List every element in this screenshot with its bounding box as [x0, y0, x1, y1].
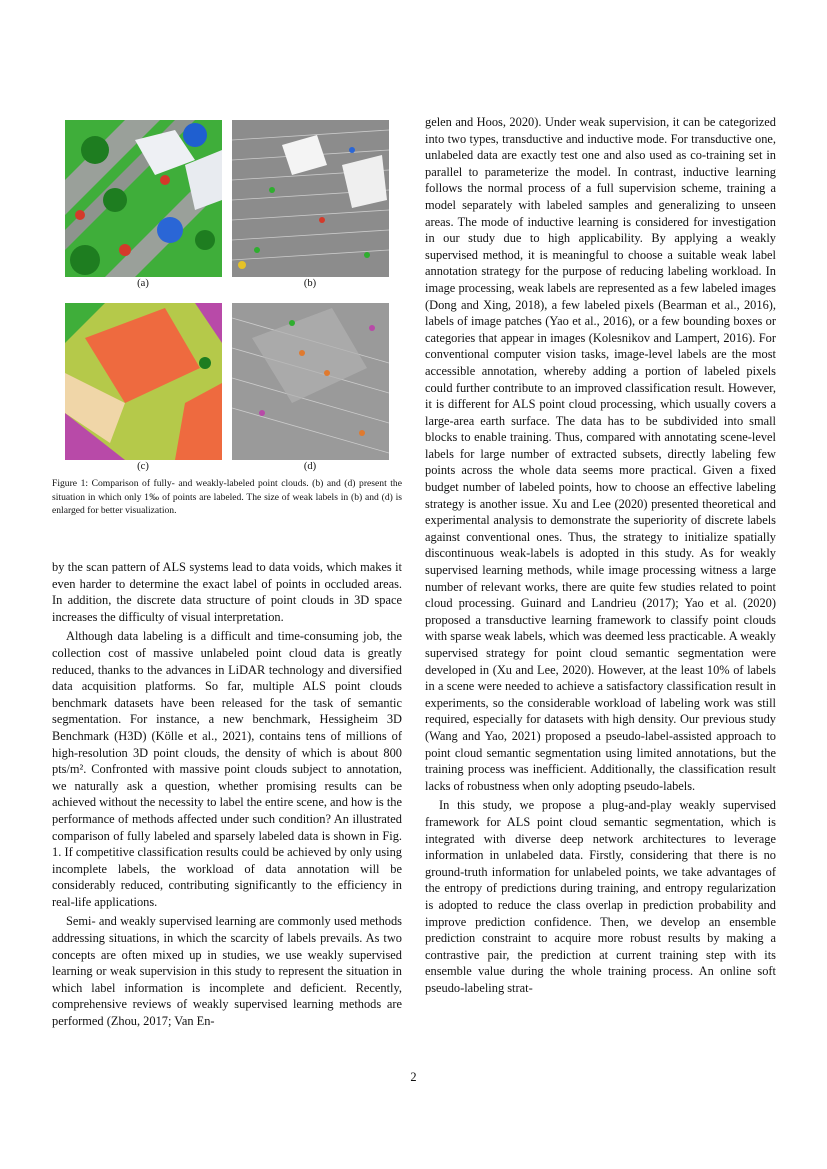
figure-panel-d [232, 303, 389, 460]
paragraph: Although data labeling is a difficult and time-consuming job, the collection cost of massive unlabeled point cloud data is greatly reduced, thanks to the advances in LiDAR technology and diversified data acquisition platforms. So far, multiple ALS point clouds benchmark datasets have been released for the task of semantic segmentation. For instance, a new benchmark, Hessigheim 3D Benchmark (H3D) (Kölle et al., 2021), contains tens of millions of high-resolution 3D point clouds, the density of which is about 800 pts/m². Confronted with massive point clouds subject to annotation, we naturally ask a question, whether promising results can be achieved without the necessity to label the entire scene, and how is the performance of methods affected under such condition? An illustrated comparison of fully labeled and sparsely labeled data is shown in Fig. 1. If competitive classification results could be achieved by only using incomplete labels, the workload of data annotation will be considerably reduced, contributing significantly to the efficiency in real-life applications. [52, 629, 402, 909]
panel-a-image [65, 120, 222, 277]
panel-label-d: (d) [303, 461, 317, 472]
page-number: 2 [410, 1070, 417, 1084]
figure-panel-a [65, 120, 222, 277]
right-column [425, 114, 776, 996]
left-column [52, 559, 402, 1030]
figure-panel-c [65, 303, 222, 460]
paragraph: In this study, we propose a plug-and-play weakly supervised framework for ALS point cloud semantic segmentation, which is integrated with diverse deep network architectures to leverage information in unlabeled data. Firstly, considering that there is no ground-truth information for unlabeled points, we take advantages of the entropy of predictions during training, and entropy regularization is adopted to reduce the class overlap in prediction probability and improve prediction confidence. Then, we develop an ensemble prediction constraint to acquire more robust results by making a contrastive pair, the prediction at current training step with its ensemble value during the whole training process. An online soft pseudo-labeling strat- [425, 798, 776, 995]
paragraph: by the scan pattern of ALS systems lead to data voids, which makes it even harder to determine the exact label of points in occluded areas. In addition, the discrete data structure of point clouds in 3D space increases the difficulty of visual interpretation. [52, 560, 402, 624]
panel-label-b: (b) [303, 278, 317, 289]
panel-b-image [232, 120, 389, 277]
figure-panel-b [232, 120, 389, 277]
paragraph: gelen and Hoos, 2020). Under weak supervision, it can be categorized into two types, transductive and inductive mode. For transductive one, unlabeled data are exactly test one and also used as co-training set in parallel to parameterize the model. In contrast, inductive learning follows the normal process of a full supervision scheme, training a model separately with labeled samples and generalizing to unseen areas. The mode of inductive learning is considered for investigation in our study due to high applicability. By applying a weakly supervised method, it is meaningful to choose a suitable weak label annotation strategy for the purpose of reducing labeling workload. In image processing, weak labels are represented as a few labeled images (Dong and Xing, 2018), a few labeled pixels (Bearman et al., 2016), labels of image patches (Yao et al., 2016), or a few bounding boxes or categories that appear in images (Kolesnikov and Lampert, 2016). For conventional computer vision tasks, image-level labels are the most accessible annotation, whereby adding a portion of labeled pixels could further contribute to an improved classification result. However, it is different for ALS point cloud processing, which usually covers a large-area earth surface. The data has to be subdivided into small blocks to enable training. Thus, compared with annotating scene-level labels for large number of extracted subsets, directly labeling few points across the whole data seems more practical. Given a fixed budget number of labeled points, how to choose an effective labeling strategy is another issue. Xu and Lee (2020) presented theoretical and experimental analysis to demonstrate the superiority of discrete labels against conventional ones. Thus, the strategy to initialize spatially discontinuous weak-labels is adopted in this study. As for weakly supervised learning methods, while image processing witness a large number of relevant works, there are quite few studies related to point cloud processing. Guinard and Landrieu (2017); Yao et al. (2020) proposed a transductive learning framework to classify point clouds with sparse weak labels, which was deemed less practicable. A weakly supervised strategy for point cloud semantic segmentation were developed in (Xu and Lee, 2020). However, at the least 10% of labels in a scene were needed to achieve a satisfactory classification result in experiments, so the considerable workload of labeling work was still required, especially for datasets with high density. Our previous study (Wang and Yao, 2021) proposed a pseudo-label-assisted approach to point cloud semantic segmentation using limited annotations, but the training process was inefficient. Additionally, the classification result lacks of robustness when only adopting pseudo-labels. [425, 115, 776, 793]
panel-label-a: (a) [137, 278, 149, 289]
panel-c-image [65, 303, 222, 460]
panel-d-image [232, 303, 389, 460]
figure-caption: Figure 1: Comparison of fully- and weakly-labeled point clouds. (b) and (d) present the situation in which only 1‰ of points are labeled. The size of weak labels in (b) and (d) is enlarged for better visualization. [52, 478, 402, 517]
paragraph: Semi- and weakly supervised learning are commonly used methods addressing situations, in which the scarcity of labels prevails. As two concepts are often mixed up in studies, we use weakly supervised learning or weak supervision in this study to represent the situation in which label information is incomplete and deficient. Recently, comprehensive reviews of weakly supervised learning methods are performed (Zhou, 2017; Van En- [52, 914, 402, 1029]
panel-label-c: (c) [137, 461, 149, 472]
